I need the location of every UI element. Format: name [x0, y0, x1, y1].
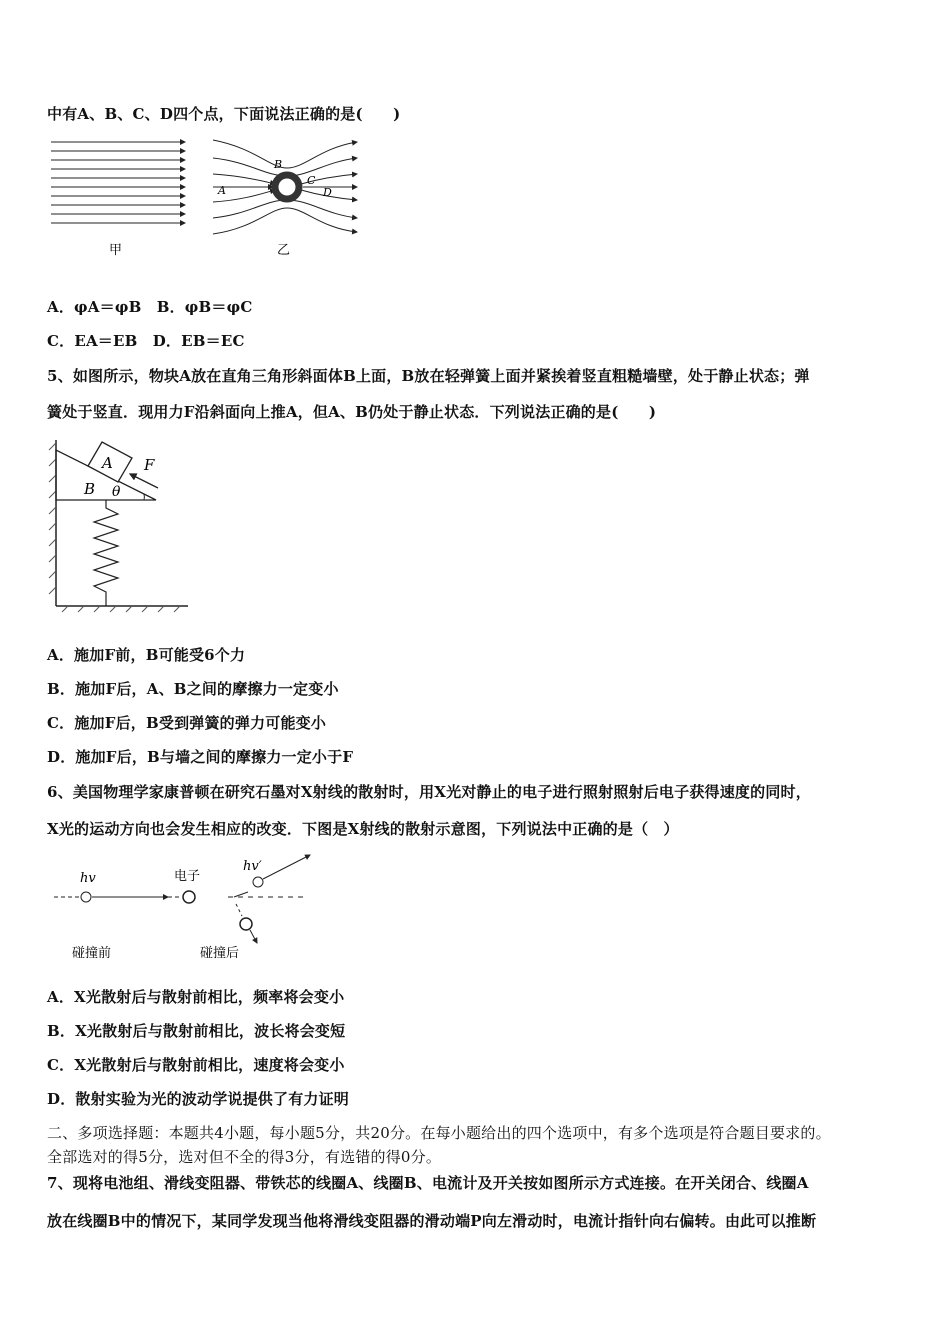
q5-stem-line2: 簧处于竖直．现用力F沿斜面向上推A，但A、B仍处于静止状态．下列说法正确的是( ): [47, 403, 657, 421]
q6-option-b: B．X光散射后与散射前相比，波长将会变短: [47, 1022, 346, 1040]
uniform-field-lines: [51, 142, 185, 223]
conductor-ring: [275, 175, 299, 199]
incline-spring-figure: [48, 436, 198, 614]
block-a-label: A: [102, 454, 113, 472]
field-lines-figure: [45, 132, 365, 262]
point-d-label: D: [323, 186, 332, 199]
curved-field-lines: [213, 140, 357, 234]
section2-line2: 全部选对的得5分，选对但不全的得3分，有选错的得0分。: [47, 1148, 442, 1166]
after-collision-label: 碰撞后: [200, 946, 240, 961]
q7-stem-line2: 放在线圈B中的情况下，某同学发现当他将滑线变阻器的滑动端P向左滑动时，电流计指针向右偏转。由此可以推断: [47, 1212, 817, 1230]
q5-option-a: A．施加F前，B可能受6个力: [47, 646, 246, 664]
force-f-label: F: [144, 456, 155, 474]
q6-option-d: D．散射实验为光的波动学说提供了有力证明: [47, 1090, 350, 1108]
q5-option-d: D．施加F后，B与墙之间的摩擦力一定小于F: [47, 748, 354, 766]
q5-option-b: B．施加F后，A、B之间的摩擦力一定变小: [47, 680, 339, 698]
q4-stem: 中有A、B、C、D四个点，下面说法正确的是( ): [47, 105, 401, 123]
figure-yi-label: 乙: [277, 243, 291, 258]
electron-label: 电子: [174, 869, 201, 884]
wedge-b-label: B: [84, 480, 96, 498]
theta-label: θ: [112, 484, 121, 500]
q7-stem-line1: 7、现将电池组、滑线变阻器、带铁芯的线圈A、线圈B、电流计及开关按如图所示方式连接。在开关闭合、线圈A: [47, 1174, 809, 1192]
q6-option-a: A．X光散射后与散射前相比，频率将会变小: [47, 988, 345, 1006]
compton-scattering-figure: [50, 850, 330, 965]
point-b-label: B: [274, 158, 283, 171]
section2-line1: 二、多项选择题：本题共4小题，每小题5分，共20分。在每小题给出的四个选项中，有多个选项是符合题目要求的。: [47, 1124, 831, 1142]
photon-label: hv: [80, 871, 96, 886]
q4-option-cd: C．EA＝EB D．EB＝EC: [47, 332, 245, 350]
q6-stem-line1: 6、美国物理学家康普顿在研究石墨对X射线的散射时，用X光对静止的电子进行照射照射后电子获得速度的同时，: [47, 783, 811, 801]
q4-option-ab: A．φA＝φB B．φB＝φC: [47, 298, 253, 316]
scattered-photon-label: hv′: [243, 859, 262, 874]
point-a-label: A: [218, 184, 226, 197]
before-collision-label: 碰撞前: [72, 946, 112, 961]
q6-option-c: C．X光散射后与散射前相比，速度将会变小: [47, 1056, 345, 1074]
point-c-label: C: [307, 174, 316, 187]
spring: [94, 500, 118, 606]
q5-stem-line1: 5、如图所示，物块A放在直角三角形斜面体B上面，B放在轻弹簧上面并紧挨着竖直粗糙墙壁，处于静止状态；弹: [47, 367, 810, 385]
q6-stem-line2: X光的运动方向也会发生相应的改变．下图是X射线的散射示意图，下列说法中正确的是（ ）: [47, 820, 679, 838]
q5-option-c: C．施加F后，B受到弹簧的弹力可能变小: [47, 714, 327, 732]
figure-jia-label: 甲: [109, 243, 123, 258]
